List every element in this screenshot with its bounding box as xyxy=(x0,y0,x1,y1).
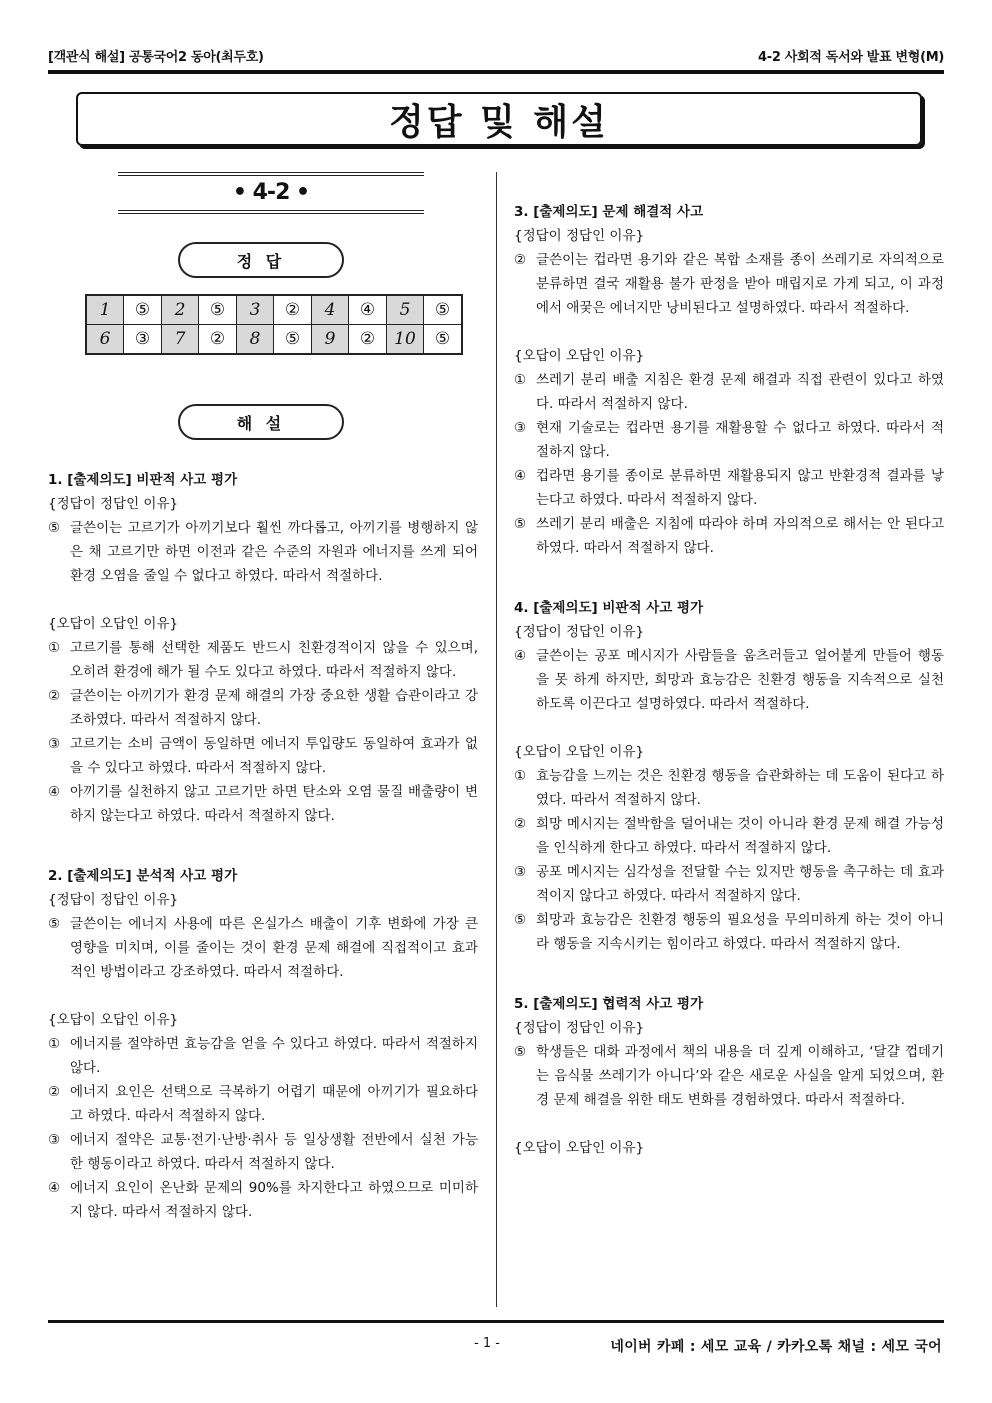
wrong-label: {오답이 오답인 이유} xyxy=(514,1140,645,1156)
title-box xyxy=(76,92,922,146)
list-item xyxy=(48,684,478,732)
item-mark: ⑤ xyxy=(48,520,61,536)
wrong-label: {오답이 오답인 이유} xyxy=(48,1012,179,1028)
wrong-label: {오답이 오답인 이유} xyxy=(514,348,645,364)
list-item xyxy=(514,812,944,860)
item-mark: ② xyxy=(514,816,527,832)
item-text: 에너지를 절약하면 효능감을 얻을 수 있다고 하였다. 따라서 적절하지 않다. xyxy=(70,1036,478,1076)
correct-label: {정답이 정답인 이유} xyxy=(48,496,179,512)
answer-value: ⑤ xyxy=(199,295,237,325)
answer-number: 4 xyxy=(312,295,349,325)
column-divider xyxy=(496,172,497,1307)
answer-label: 정 답 xyxy=(178,242,344,278)
list-item xyxy=(48,516,478,588)
section-title: 3. [출제의도] 문제 해결적 사고 xyxy=(514,204,704,220)
page-number: - 1 - xyxy=(474,1336,500,1351)
section-title: 4. [출제의도] 비판적 사고 평가 xyxy=(514,600,704,616)
answer-number: 8 xyxy=(237,325,274,355)
correct-label: {정답이 정답인 이유} xyxy=(48,892,179,908)
wrong-label: {오답이 오답인 이유} xyxy=(514,744,645,760)
item-mark: ⑤ xyxy=(514,1044,527,1060)
list-item xyxy=(514,644,944,716)
wrong-label: {오답이 오답인 이유} xyxy=(48,616,179,632)
item-mark: ② xyxy=(48,1084,61,1100)
item-mark: ② xyxy=(514,252,527,268)
list-item xyxy=(514,248,944,320)
item-mark: ③ xyxy=(514,864,527,880)
item-mark: ④ xyxy=(514,468,527,484)
item-text: 고르기는 소비 금액이 동일하면 에너지 투입량도 동일하여 효과가 없을 수 있다고 하였다. 따라서 적절하지 않다. xyxy=(70,736,478,776)
header-right: 4-2 사회적 독서와 발표 변형(M) xyxy=(758,50,944,65)
list-item xyxy=(514,764,944,812)
correct-label: {정답이 정답인 이유} xyxy=(514,624,645,640)
right-column xyxy=(514,200,944,1160)
header-left: [객관식 해설] 공통국어2 동아(최두호) xyxy=(48,50,264,65)
unit-rule-top-2 xyxy=(118,175,424,176)
explain-label: 해 설 xyxy=(178,404,344,440)
item-text: 글쓴이는 공포 메시지가 사람들을 움츠러들고 얼어붙게 만들어 행동을 못 하게 하지만, 희망과 효능감은 친환경 행동을 지속적으로 실천하도록 이끈다고 설명하였다. 따라서 적절하다. xyxy=(536,648,944,712)
item-text: 에너지 요인은 선택으로 극복하기 어렵기 때문에 아끼기가 필요하다고 하였다. 따라서 적절하지 않다. xyxy=(70,1084,478,1124)
item-mark: ② xyxy=(48,688,61,704)
unit-rule-bottom-2 xyxy=(118,213,424,214)
item-mark: ④ xyxy=(48,784,61,800)
item-mark: ③ xyxy=(48,736,61,752)
answer-value: ⑤ xyxy=(274,325,312,355)
item-text: 글쓴이는 컵라면 용기와 같은 복합 소재를 종이 쓰레기로 자의적으로 분류하면 결국 재활용 불가 판정을 받아 매립지로 가게 되고, 이 과정에서 애꿎은 에너지만 낭비된다고 설명하였다. 따라서 적절하다. xyxy=(536,252,944,316)
item-mark: ④ xyxy=(514,648,527,664)
list-item xyxy=(514,464,944,512)
item-mark: ① xyxy=(514,768,527,784)
list-item xyxy=(48,780,478,828)
item-mark: ③ xyxy=(48,1132,61,1148)
answer-number: 6 xyxy=(86,325,124,355)
section-title: 5. [출제의도] 협력적 사고 평가 xyxy=(514,996,704,1012)
header-rule xyxy=(48,70,944,74)
item-mark: ⑤ xyxy=(514,516,527,532)
footer-rule xyxy=(48,1320,944,1323)
item-mark: ① xyxy=(514,372,527,388)
list-item xyxy=(48,1080,478,1128)
section-title: 2. [출제의도] 분석적 사고 평가 xyxy=(48,868,238,884)
item-mark: ④ xyxy=(48,1180,61,1196)
list-item xyxy=(514,1040,944,1112)
footer-channel: 네이버 카페 : 세모 교육 / 카카오톡 채널 : 세모 국어 xyxy=(610,1339,942,1355)
item-text: 에너지 절약은 교통·전기·난방·취사 등 일상생활 전반에서 실천 가능한 행동이라고 하였다. 따라서 적절하지 않다. xyxy=(70,1132,478,1172)
list-item xyxy=(48,636,478,684)
answer-value: ② xyxy=(199,325,237,355)
item-text: 글쓴이는 고르기가 아끼기보다 훨씬 까다롭고, 아끼기를 병행하지 않은 채 고르기만 하면 이전과 같은 수준의 자원과 에너지를 쓰게 되어 환경 오염을 줄일 수 없다고 하였다. 따라서 적절하다. xyxy=(70,520,478,584)
item-text: 아끼기를 실천하지 않고 고르기만 하면 탄소와 오염 물질 배출량이 변하지 않는다고 하였다. 따라서 적절하지 않다. xyxy=(70,784,478,824)
answer-value: ⑤ xyxy=(424,295,463,325)
list-item xyxy=(48,1176,478,1224)
unit-rule-top-1 xyxy=(118,172,424,173)
list-item xyxy=(514,860,944,908)
section-title: 1. [출제의도] 비판적 사고 평가 xyxy=(48,472,238,488)
item-text: 현재 기술로는 컵라면 용기를 재활용할 수 없다고 하였다. 따라서 적절하지 않다. xyxy=(536,420,944,460)
item-text: 희망과 효능감은 친환경 행동의 필요성을 무의미하게 하는 것이 아니라 행동을 지속시키는 힘이라고 하였다. 따라서 적절하지 않다. xyxy=(536,912,944,952)
item-text: 쓰레기 분리 배출 지침은 환경 문제 해결과 직접 관련이 있다고 하였다. 따라서 적절하지 않다. xyxy=(536,372,944,412)
left-column xyxy=(48,468,478,1224)
list-item xyxy=(514,368,944,416)
item-text: 희망 메시지는 절박함을 덜어내는 것이 아니라 환경 문제 해결 가능성을 인식하게 한다고 하였다. 따라서 적절하지 않다. xyxy=(536,816,944,856)
list-item xyxy=(48,912,478,984)
list-item xyxy=(514,512,944,560)
answer-value: ② xyxy=(274,295,312,325)
list-item xyxy=(48,1128,478,1176)
list-item xyxy=(514,416,944,464)
answer-row xyxy=(86,325,462,355)
answer-value: ② xyxy=(349,325,387,355)
item-mark: ⑤ xyxy=(514,912,527,928)
answer-value: ⑤ xyxy=(124,295,162,325)
unit-title: • 4-2 • xyxy=(232,180,310,205)
answer-value: ③ xyxy=(124,325,162,355)
answer-number: 7 xyxy=(162,325,199,355)
page-title: 정답 및 해설 xyxy=(389,101,609,143)
correct-label: {정답이 정답인 이유} xyxy=(514,228,645,244)
item-text: 공포 메시지는 심각성을 전달할 수는 있지만 행동을 촉구하는 데 효과적이지 않다고 하였다. 따라서 적절하지 않다. xyxy=(536,864,944,904)
item-text: 에너지 요인이 온난화 문제의 90%를 차지한다고 하였으므로 미미하지 않다. 따라서 적절하지 않다. xyxy=(70,1180,478,1220)
item-text: 글쓴이는 아끼기가 환경 문제 해결의 가장 중요한 생활 습관이라고 강조하였다. 따라서 적절하지 않다. xyxy=(70,688,478,728)
item-text: 컵라면 용기를 종이로 분류하면 재활용되지 않고 반환경적 결과를 낳는다고 하였다. 따라서 적절하지 않다. xyxy=(536,468,944,508)
answer-value: ④ xyxy=(349,295,387,325)
answer-value: ⑤ xyxy=(424,325,463,355)
item-text: 고르기를 통해 선택한 제품도 반드시 친환경적이지 않을 수 있으며, 오히려 환경에 해가 될 수도 있다고 하였다. 따라서 적절하지 않다. xyxy=(70,640,478,680)
unit-rule-bottom-1 xyxy=(118,210,424,211)
answer-row xyxy=(86,295,462,325)
list-item xyxy=(514,908,944,956)
answer-number: 9 xyxy=(312,325,349,355)
item-mark: ① xyxy=(48,640,61,656)
correct-label: {정답이 정답인 이유} xyxy=(514,1020,645,1036)
answer-table xyxy=(85,294,463,355)
answer-number: 3 xyxy=(237,295,274,325)
answer-number: 1 xyxy=(86,295,124,325)
item-text: 학생들은 대화 과정에서 책의 내용을 더 깊게 이해하고, ‘달걀 껍데기는 음식물 쓰레기가 아니다’와 같은 새로운 사실을 알게 되었으며, 환경 문제 해결을 위한 태도 변화를 경험하였다. 따라서 적절하다. xyxy=(536,1044,944,1108)
list-item xyxy=(48,732,478,780)
answer-number: 5 xyxy=(387,295,424,325)
answer-number: 2 xyxy=(162,295,199,325)
item-mark: ⑤ xyxy=(48,916,61,932)
list-item xyxy=(48,1032,478,1080)
item-text: 글쓴이는 에너지 사용에 따른 온실가스 배출이 기후 변화에 가장 큰 영향을 미치며, 이를 줄이는 것이 환경 문제 해결에 직접적이고 효과적인 방법이라고 강조하였다. 따라서 적절하다. xyxy=(70,916,478,980)
item-mark: ① xyxy=(48,1036,61,1052)
item-mark: ③ xyxy=(514,420,527,436)
item-text: 쓰레기 분리 배출은 지침에 따라야 하며 자의적으로 해서는 안 된다고 하였다. 따라서 적절하지 않다. xyxy=(536,516,944,556)
answer-number: 10 xyxy=(387,325,424,355)
item-text: 효능감을 느끼는 것은 친환경 행동을 습관화하는 데 도움이 된다고 하였다. 따라서 적절하지 않다. xyxy=(536,768,944,808)
